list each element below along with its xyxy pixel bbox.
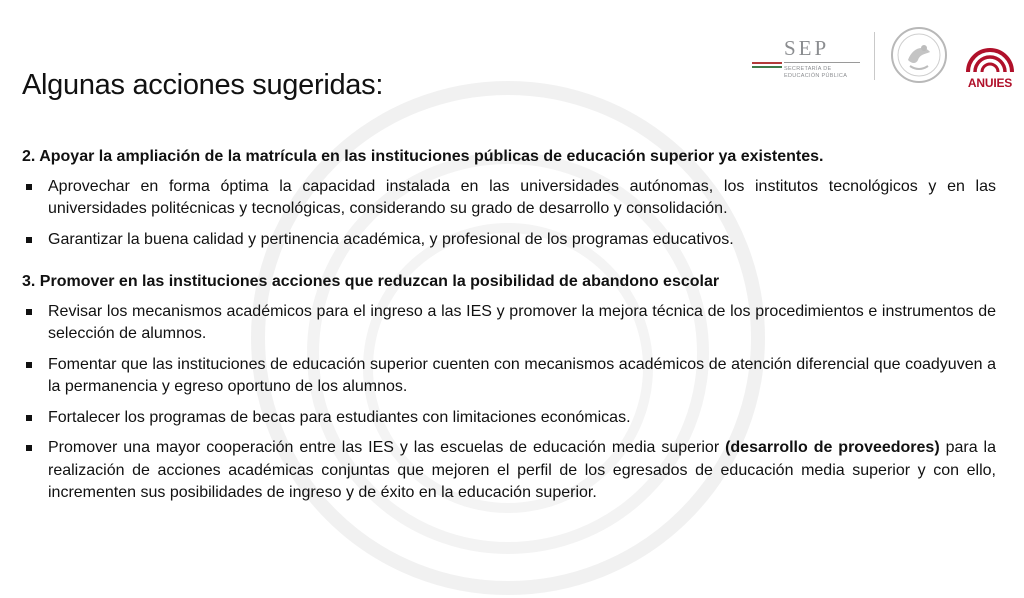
bullet-item bbox=[22, 229, 996, 252]
bullet-text: Garantizar la buena calidad y pertinencia académica, y profesional de los programas educativos. bbox=[48, 230, 734, 248]
coat-of-arms-seal-icon bbox=[890, 26, 948, 84]
sep-logo bbox=[752, 36, 862, 86]
bullet-text-bold: (desarrollo de proveedores) bbox=[725, 439, 940, 456]
bullet-square-icon bbox=[26, 184, 32, 190]
sep-logo-subtitle-line2: EDUCACIÓN PÚBLICA bbox=[784, 73, 848, 79]
bullet-text: Fomentar que las instituciones de educación superior cuenten con mecanismos académicos de atención diferencial que coadyuven a la permanencia y egreso oportuno de los alumnos. bbox=[48, 355, 996, 395]
bullet-item bbox=[22, 301, 996, 346]
section-heading: 2. Apoyar la ampliación de la matrícula en las instituciones públicas de educación superior ya existentes. bbox=[22, 148, 824, 165]
bullet-text-before: Promover una mayor cooperación entre las IES y las escuelas de educación media superior bbox=[48, 439, 726, 456]
sep-logo-word: SEP bbox=[784, 36, 830, 60]
sep-logo-rule bbox=[784, 62, 860, 63]
bullet-square-icon bbox=[26, 362, 32, 368]
slide-title: Algunas acciones sugeridas: bbox=[22, 69, 384, 102]
sep-logo-subtitle-line1: SECRETARÍA DE bbox=[784, 66, 832, 72]
anuies-rings-icon bbox=[962, 24, 1018, 76]
bullet-item bbox=[22, 407, 996, 430]
bullet-item bbox=[22, 437, 996, 505]
sep-logo-green-stripe bbox=[752, 66, 782, 68]
bullet-text: Revisar los mecanismos académicos para el ingreso a las IES y promover la mejora técnica de los procedimientos e instrumentos de selección de alumnos. bbox=[48, 302, 996, 342]
bullet-item bbox=[22, 354, 996, 399]
section-heading: 3. Promover en las instituciones acciones que reduzcan la posibilidad de abandono escolar bbox=[22, 273, 720, 290]
bullet-square-icon bbox=[26, 309, 32, 315]
bullet-item bbox=[22, 176, 996, 221]
anuies-logo bbox=[962, 24, 1018, 94]
sep-logo-subtitle bbox=[784, 66, 864, 80]
logo-divider bbox=[874, 32, 875, 80]
sep-logo-red-stripe bbox=[752, 62, 782, 64]
slide-body bbox=[22, 146, 996, 513]
bullet-square-icon bbox=[26, 237, 32, 243]
bullet-text: Fortalecer los programas de becas para estudiantes con limitaciones económicas. bbox=[48, 408, 631, 426]
bullet-text: Aprovechar en forma óptima la capacidad instalada en las universidades autónomas, los institutos tecnológicos y en las universidades politécnicas y tecnológicas, considerando su grado de desarrollo y consolidación. bbox=[48, 177, 996, 217]
anuies-logo-word: ANUIES bbox=[967, 76, 1013, 90]
bullet-text-after: para la realización de acciones académicas conjuntas que mejoren el perfil de los egresados de educación media superior y con ello, incrementen sus posibilidades de ingreso y de éxito en la educación superior. bbox=[48, 439, 997, 501]
bullet-square-icon bbox=[26, 445, 32, 451]
bullet-square-icon bbox=[26, 415, 32, 421]
